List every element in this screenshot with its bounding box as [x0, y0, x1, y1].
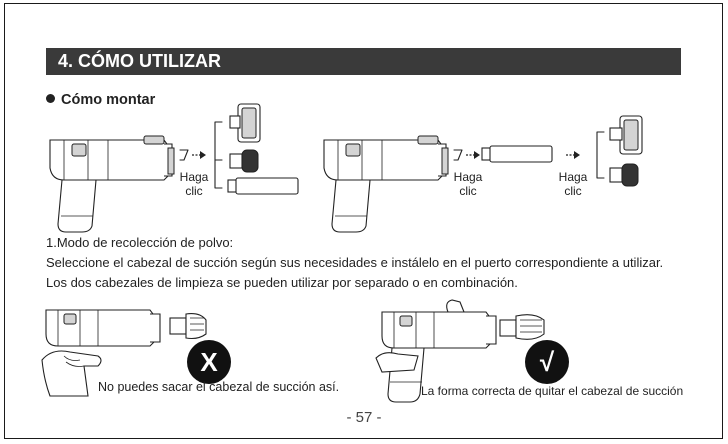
click-label-mid: Haga clic — [453, 170, 483, 198]
wrong-mark: X — [187, 340, 231, 384]
wrong-caption: No puedes sacar el cabezal de succión así. — [98, 380, 340, 394]
extension-tube-icon — [226, 176, 302, 196]
brush-head-icon — [228, 148, 262, 174]
clip-arrow-icon — [564, 148, 594, 162]
bullet-icon — [46, 94, 55, 103]
mount-subheading-text: Cómo montar — [61, 92, 156, 108]
clip-arrow-icon — [178, 148, 208, 162]
mode-instruction-line-1: Seleccione el cabezal de succión según sus necesidades e instálelo en el puerto correspondiente a utilizar. — [46, 255, 664, 270]
section-title: 4. CÓMO UTILIZAR — [46, 48, 681, 75]
click-label-left: Haga clic — [179, 170, 209, 198]
correct-caption: La forma correcta de quitar el cabezal de succión — [421, 384, 684, 398]
extension-tube-icon — [480, 144, 556, 164]
vacuum-illustration-right — [318, 128, 458, 238]
crevice-tool-icon — [226, 100, 266, 146]
mode-heading: 1.Modo de recolección de polvo: — [46, 235, 234, 250]
attachment-bracket — [212, 100, 224, 198]
correct-mark: √ — [525, 340, 569, 384]
attachment-bracket — [594, 118, 606, 194]
brush-head-icon — [608, 162, 642, 188]
click-label-right: Haga clic — [558, 170, 588, 198]
vacuum-illustration-left — [44, 128, 184, 238]
crevice-tool-icon — [606, 112, 646, 158]
clip-arrow-icon — [452, 148, 482, 162]
mount-subheading — [46, 92, 155, 108]
page-number: - 57 - — [346, 409, 382, 426]
mode-instruction-line-2: Los dos cabezales de limpieza se pueden utilizar por separado o en combinación. — [46, 275, 518, 290]
